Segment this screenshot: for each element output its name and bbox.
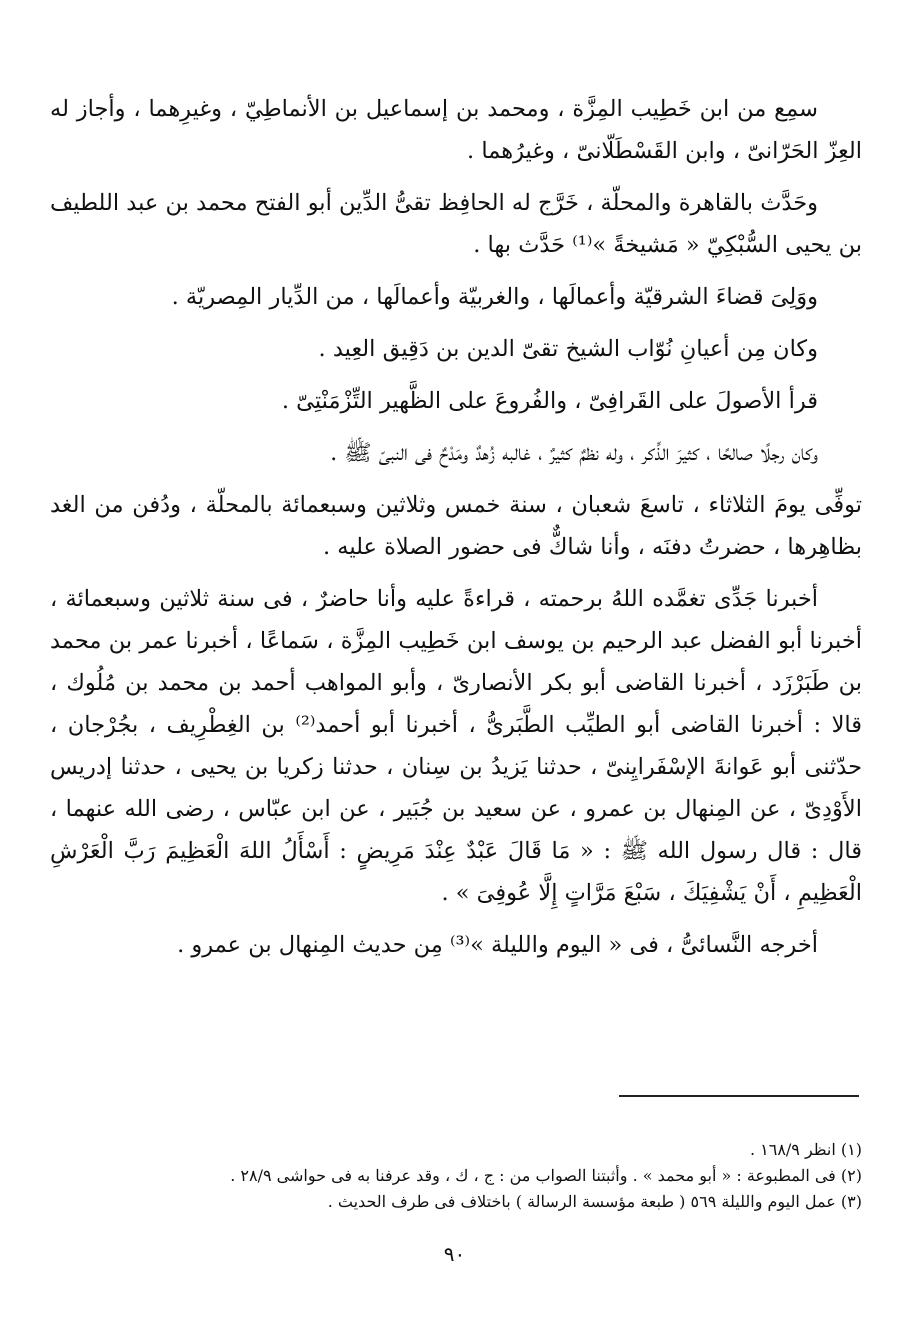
- paragraph-studies: قرأ الأصولَ على القَرافِىّ ، والفُروعَ على الظَّهير التِّزْمَنْتِىّ .: [281, 388, 818, 414]
- main-text: [50, 88, 862, 976]
- paragraph-judgeship: ووَلِىَ قضاءَ الشرقيّة وأعمالَها ، والغربيّة وأعمالَها ، من الدِّيار المِصريّة .: [171, 284, 818, 310]
- paragraph-character: وكان رجلًا صالحًا ، كثيرَ الذِّكر ، وله نظمٌ كثيرٌ ، غالبه زُهدٌ ومَدْحٌ فى النبىّ ﷺ .: [330, 440, 818, 466]
- paragraph-death: توفِّى يومَ الثلاثاء ، تاسعَ شعبان ، سنة خمس وثلاثين وسبعمائة بالمحلّة ، ودُفن من الغد بظاهِرها ، حضرتُ دفنَه ، وأنا شاكٌّ فى حضور الصلاة عليه .: [50, 492, 862, 560]
- footnote-1: (١) انظر ١٦٨/٩ .: [749, 1140, 862, 1159]
- paragraph-deputy: وكان مِن أعيانِ نُوّاب الشيخ تقىّ الدين بن دَقِيق العِيد .: [318, 336, 818, 362]
- footnotes: [50, 1137, 862, 1215]
- paragraph-teachers: سمِع من ابن خَطِيب المِزَّة ، ومحمد بن إسماعيل بن الأنماطِيّ ، وغيرِهما ، وأجاز له العِزّ الحَرّانىّ ، وابن القَسْطَلّانىّ ، وغيرُهما .: [50, 96, 862, 164]
- paragraph-source: أخرجه النَّسائىُّ ، فى « اليوم والليلة »⁽³⁾ مِن حديث المِنهال بن عمرو .: [177, 932, 818, 958]
- paragraph-isnad: أخبرنا جَدِّى تغمَّده اللهُ برحمته ، قراءةً عليه وأنا حاضرٌ ، فى سنة ثلاثين وسبعمائة ، أخبرنا أبو الفضل عبد الرحيم بن يوسف ابن خَطِيب المِزَّة ، سَماعًا ، أخبرنا عمر بن محمد بن طَبَرْزَد ، أخبرنا القاضى أبو بكر الأنصارىّ ، وأبو المواهب أحمد بن محمد بن مُلُوك ، قالا : أخبرنا القاضى أبو الطيِّب الطَّبَرىُّ ، أخبرنا أبو أحمد⁽²⁾ بن الغِطْرِيف ، بجُرْجان ، حدّثنى أبو عَوانةَ الإسْفَرايِنىّ ، حدثنا يَزيدُ بن سِنان ، حدثنا زكريا بن يحيى ، حدثنا إدريس الأَوْدِىّ ، عن المِنهال بن عمرو ، عن سعيد بن جُبَير ، عن ابن عبّاس ، رضى الله عنهما ، قال : قال رسول الله ﷺ : « مَا قَالَ عَبْدٌ عِنْدَ مَرِيضٍ : أَسْأَلُ اللهَ الْعَظِيمَ رَبَّ الْعَرْشِ الْعَظِيمِ ، أَنْ يَشْفِيَكَ ، سَبْعَ مَرَّاتٍ إِلَّا عُوفِىَ » .: [50, 586, 863, 906]
- footnote-3: (٣) عمل اليوم والليلة ٥٦٩ ( طبعة مؤسسة الرسالة ) باختلاف فى طرف الحديث .: [327, 1192, 862, 1211]
- footnote-divider: [619, 1095, 859, 1097]
- page-number: ٩٠: [443, 1242, 466, 1266]
- paragraph-hadith-narration: وحَدَّث بالقاهرة والمحلّة ، خَرَّج له الحافِظ تقىُّ الدِّين أبو الفتح محمد بن عبد اللطيف بن يحيى السُّبْكِيّ « مَشيخةً »⁽¹⁾ حَدَّث بها .: [50, 190, 862, 258]
- footnote-2: (٢) فى المطبوعة : « أبو محمد » . وأثبتنا الصواب من : ج ، ك ، وقد عرفنا به فى حواشى ٢٨/٩ .: [230, 1166, 862, 1185]
